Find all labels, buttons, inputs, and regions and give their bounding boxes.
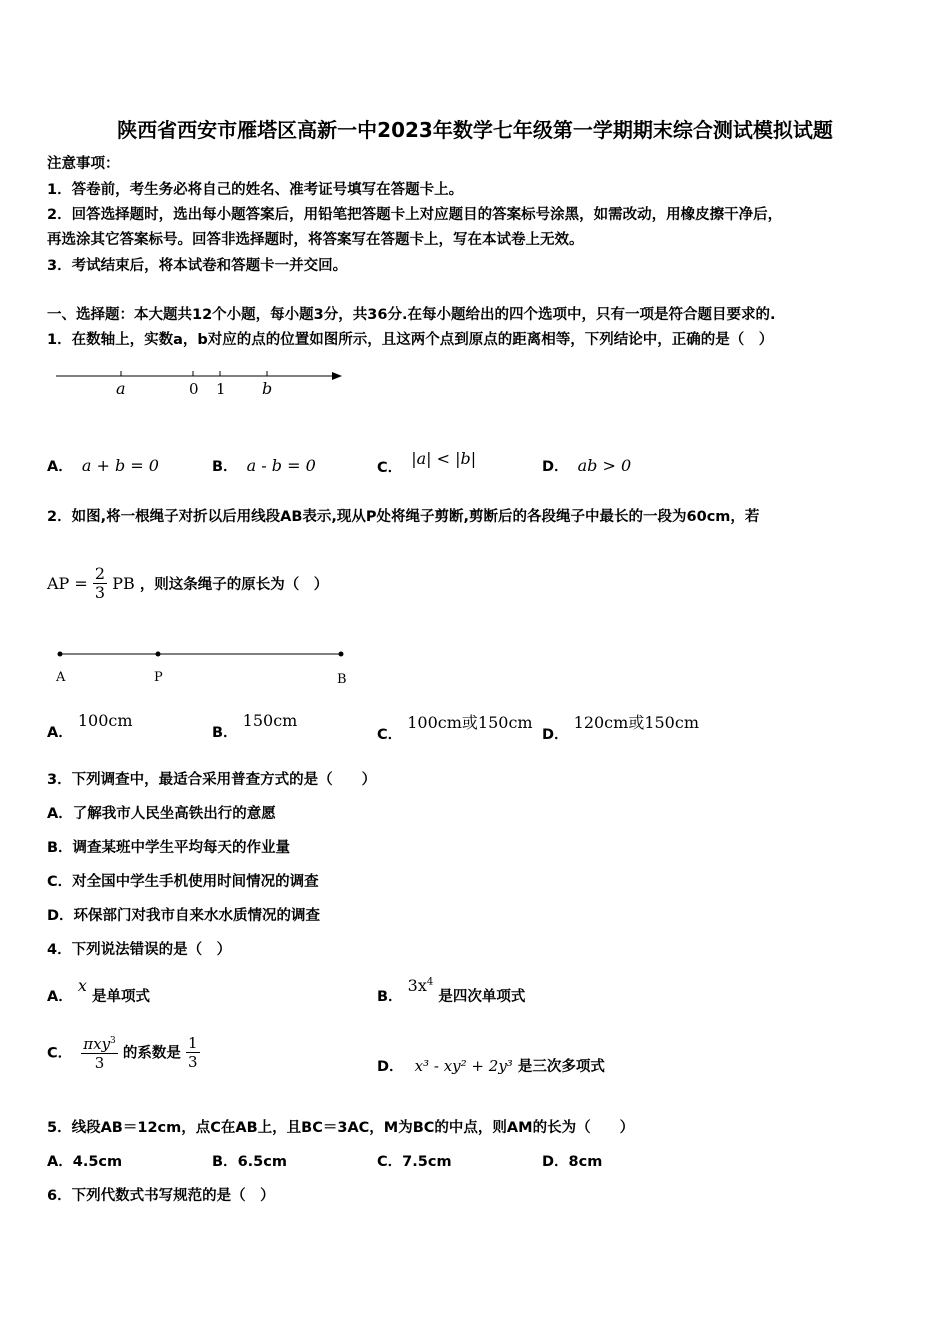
q2-option-c: C． 100cm或150cm bbox=[377, 713, 533, 743]
q5-option-a: A．4.5cm bbox=[47, 1154, 123, 1170]
axis-label-1: 1 bbox=[216, 380, 226, 398]
q5-option-d: D．8cm bbox=[542, 1154, 603, 1170]
q3-option-d: D．环保部门对我市自来水水质情况的调查 bbox=[47, 908, 321, 924]
q2-option-d: D． 120cm或150cm bbox=[542, 713, 699, 743]
segment-figure bbox=[50, 645, 360, 690]
question-3-stem: 3．下列调查中，最适合采用普查方式的是（ ） bbox=[47, 772, 377, 788]
notice-item: 3．考试结束后，将本试卷和答题卡一并交回。 bbox=[47, 258, 348, 274]
axis-label-0: 0 bbox=[189, 380, 199, 398]
q4-option-b: B． $3x^4$ 是四次单项式 bbox=[377, 976, 526, 1005]
fraction: $\frac{1}{3}$ bbox=[187, 1033, 198, 1071]
notice-item: 2．回答选择题时，选出每小题答案后，用铅笔把答题卡上对应题目的答案标号涂黑，如需改动，用橡皮擦干净后， bbox=[47, 207, 783, 223]
q5-option-c: C．7.5cm bbox=[377, 1154, 452, 1170]
point-label-p: P bbox=[154, 670, 163, 685]
q4-option-d: D． x³ - xy² + 2y³ 是三次多项式 bbox=[377, 1057, 605, 1075]
q1-option-c: C． |a| < |b| bbox=[377, 449, 477, 476]
q2-formula: AP = $\frac{2}{3}$ PB ，则这条绳子的原长为（ ） bbox=[47, 564, 329, 602]
q1-option-b: B． a - b = 0 bbox=[212, 456, 316, 475]
q1-option-d: D． ab > 0 bbox=[542, 456, 632, 475]
axis-label-b: b bbox=[262, 379, 273, 398]
point-label-b: B bbox=[337, 672, 347, 687]
q2-option-b: B． 150cm bbox=[212, 711, 298, 741]
page-title: 陕西省西安市雁塔区高新一中2023年数学七年级第一学期期末综合测试模拟试题 bbox=[117, 118, 833, 142]
q3-option-c: C．对全国中学生手机使用时间情况的调查 bbox=[47, 874, 319, 890]
q4-option-a: A． x 是单项式 bbox=[47, 976, 150, 1005]
q5-option-b: B．6.5cm bbox=[212, 1154, 287, 1170]
q3-option-a: A．了解我市人民坐高铁出行的意愿 bbox=[47, 806, 276, 822]
q4-option-c: C． $\frac{\pi xy^3}{3}$ 的系数是 $\frac{1}{3}$ bbox=[47, 1033, 198, 1072]
question-5-stem: 5．线段AB＝12cm，点C在AB上，且BC＝3AC，M为BC的中点，则AM的长为（ ） bbox=[47, 1120, 635, 1136]
section-heading: 一、选择题：本大题共12个小题，每小题3分，共36分.在每小题给出的四个选项中，只有一项是符合题目要求的. bbox=[47, 307, 776, 323]
q3-option-b: B．调查某班中学生平均每天的作业量 bbox=[47, 840, 291, 856]
notice-heading: 注意事项： bbox=[47, 156, 120, 172]
question-2-stem: 2．如图,将一根绳子对折以后用线段AB表示,现从P处将绳子剪断,剪断后的各段绳子中最长的一段为60cm，若 bbox=[47, 509, 760, 525]
q2-option-a: A． 100cm bbox=[47, 711, 133, 741]
point-label-a: A bbox=[56, 670, 66, 685]
fraction: $\frac{\pi xy^3}{3}$ bbox=[81, 1032, 118, 1072]
fraction: $\frac{2}{3}$ bbox=[94, 564, 106, 602]
q1-option-a: A． a + b = 0 bbox=[47, 456, 159, 475]
question-6-stem: 6．下列代数式书写规范的是（ ） bbox=[47, 1188, 275, 1204]
number-line-figure bbox=[50, 362, 350, 402]
question-4-stem: 4．下列说法错误的是（ ） bbox=[47, 942, 232, 958]
notice-item: 再选涂其它答案标号。回答非选择题时，将答案写在答题卡上，写在本试卷上无效。 bbox=[47, 232, 584, 248]
notice-item: 1．答卷前，考生务必将自己的姓名、准考证号填写在答题卡上。 bbox=[47, 182, 464, 198]
axis-label-a: a bbox=[116, 379, 126, 398]
question-1-stem: 1．在数轴上，实数a，b对应的点的位置如图所示，且这两个点到原点的距离相等，下列结论中，正确的是（ ） bbox=[47, 332, 774, 348]
